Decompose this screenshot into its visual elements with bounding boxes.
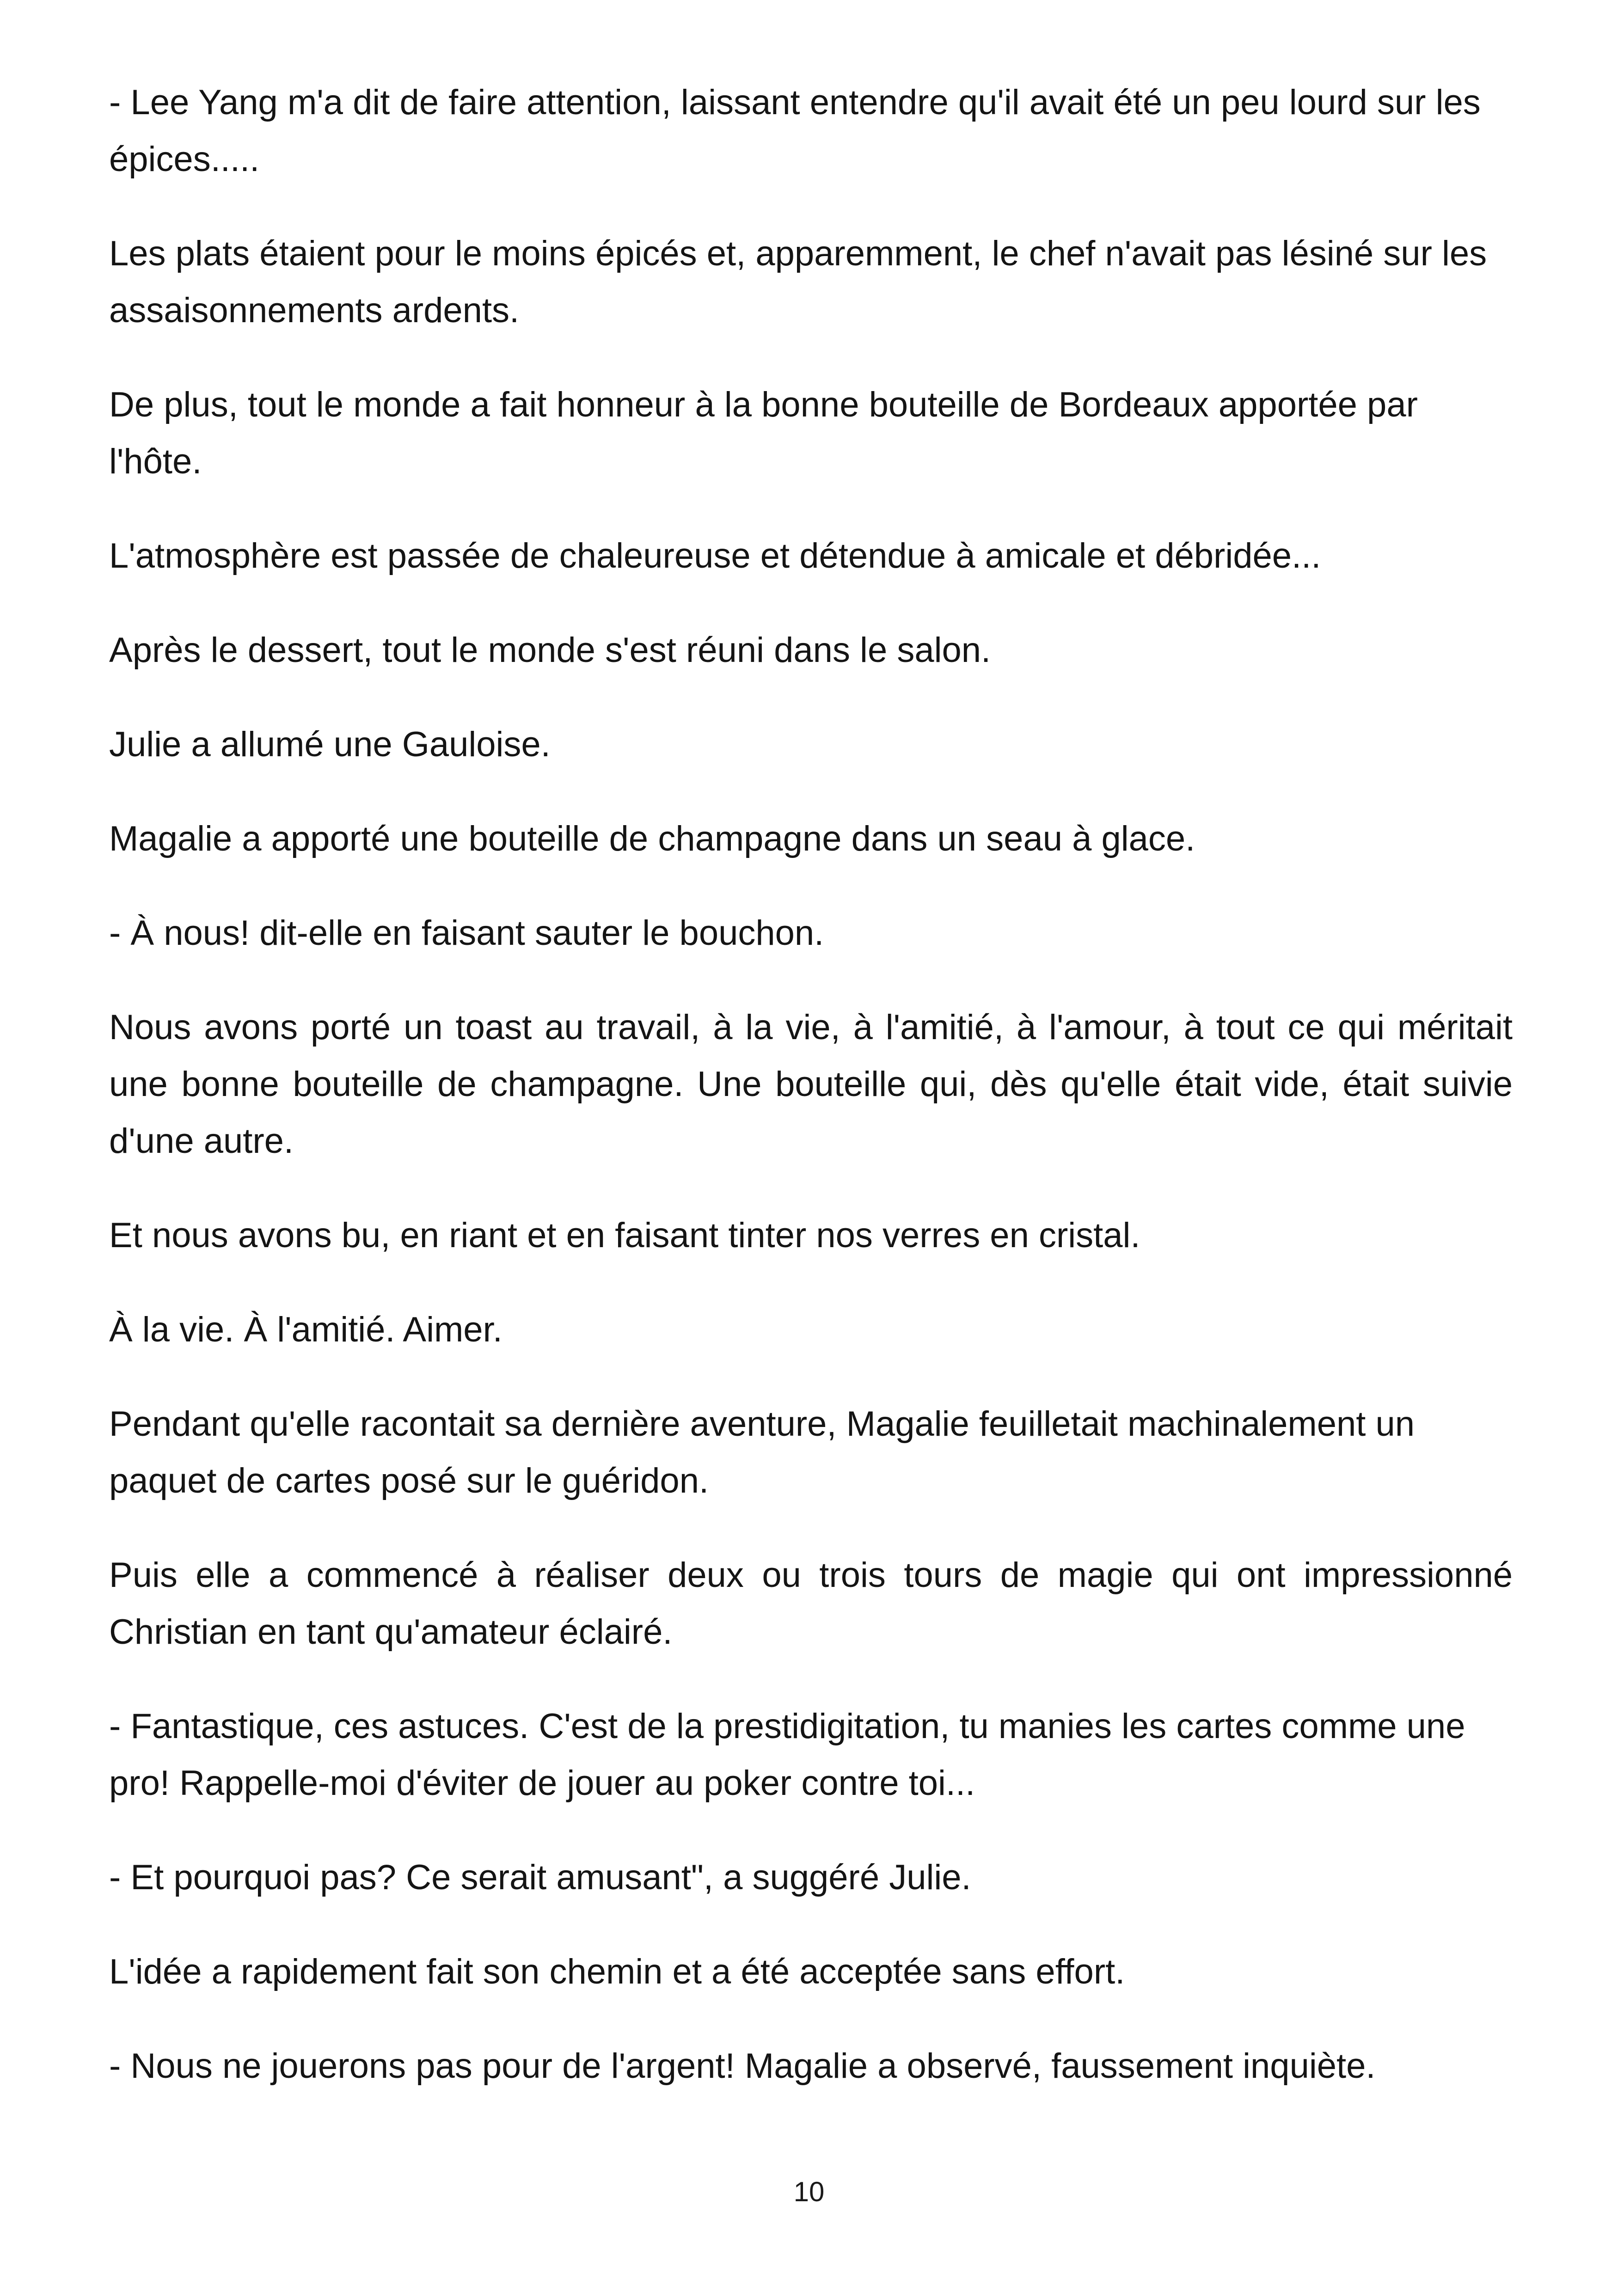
paragraph: Puis elle a commencé à réaliser deux ou trois tours de magie qui ont impressionné Christian en tant qu'amateur éclairé.: [109, 1555, 1513, 1652]
paragraph: - À nous! dit-elle en faisant sauter le bouchon.: [109, 913, 824, 953]
paragraph: Magalie a apporté une bouteille de champagne dans un seau à glace.: [109, 819, 1195, 858]
paragraph: L'idée a rapidement fait son chemin et a été acceptée sans effort.: [109, 1952, 1125, 1991]
paragraph: Julie a allumé une Gauloise.: [109, 725, 551, 764]
paragraph: - Fantastique, ces astuces. C'est de la prestidigitation, tu manies les cartes comme une pro! Rappelle-moi d'éviter de jouer au poker contre toi...: [109, 1707, 1465, 1803]
paragraph: Et nous avons bu, en riant et en faisant tinter nos verres en cristal.: [109, 1216, 1140, 1255]
paragraph: - Nous ne jouerons pas pour de l'argent! Magalie a observé, faussement inquiète.: [109, 2046, 1376, 2086]
paragraph: Pendant qu'elle racontait sa dernière aventure, Magalie feuilletait machinalement un paquet de cartes posé sur le guéridon.: [109, 1404, 1415, 1500]
paragraph: - Lee Yang m'a dit de faire attention, laissant entendre qu'il avait été un peu lourd sur les épices.....: [109, 83, 1481, 179]
paragraph: - Et pourquoi pas? Ce serait amusant", a suggéré Julie.: [109, 1858, 971, 1897]
paragraph: De plus, tout le monde a fait honneur à la bonne bouteille de Bordeaux apportée par l'hôte.: [109, 385, 1418, 481]
paragraph: À la vie. À l'amitié. Aimer.: [109, 1310, 503, 1349]
page-body: [109, 74, 1513, 2132]
paragraph: L'atmosphère est passée de chaleureuse et détendue à amicale et débridée...: [109, 536, 1321, 576]
paragraph: Les plats étaient pour le moins épicés et, apparemment, le chef n'avait pas lésiné sur les assaisonnements ardents.: [109, 234, 1487, 330]
page-number: 10: [793, 2176, 825, 2207]
paragraph: Après le dessert, tout le monde s'est réuni dans le salon.: [109, 631, 991, 670]
paragraph: Nous avons porté un toast au travail, à la vie, à l'amitié, à l'amour, à tout ce qui méritait une bonne bouteille de champagne. Une bouteille qui, dès qu'elle était vide, était suivie d'une autre.: [109, 1008, 1513, 1161]
